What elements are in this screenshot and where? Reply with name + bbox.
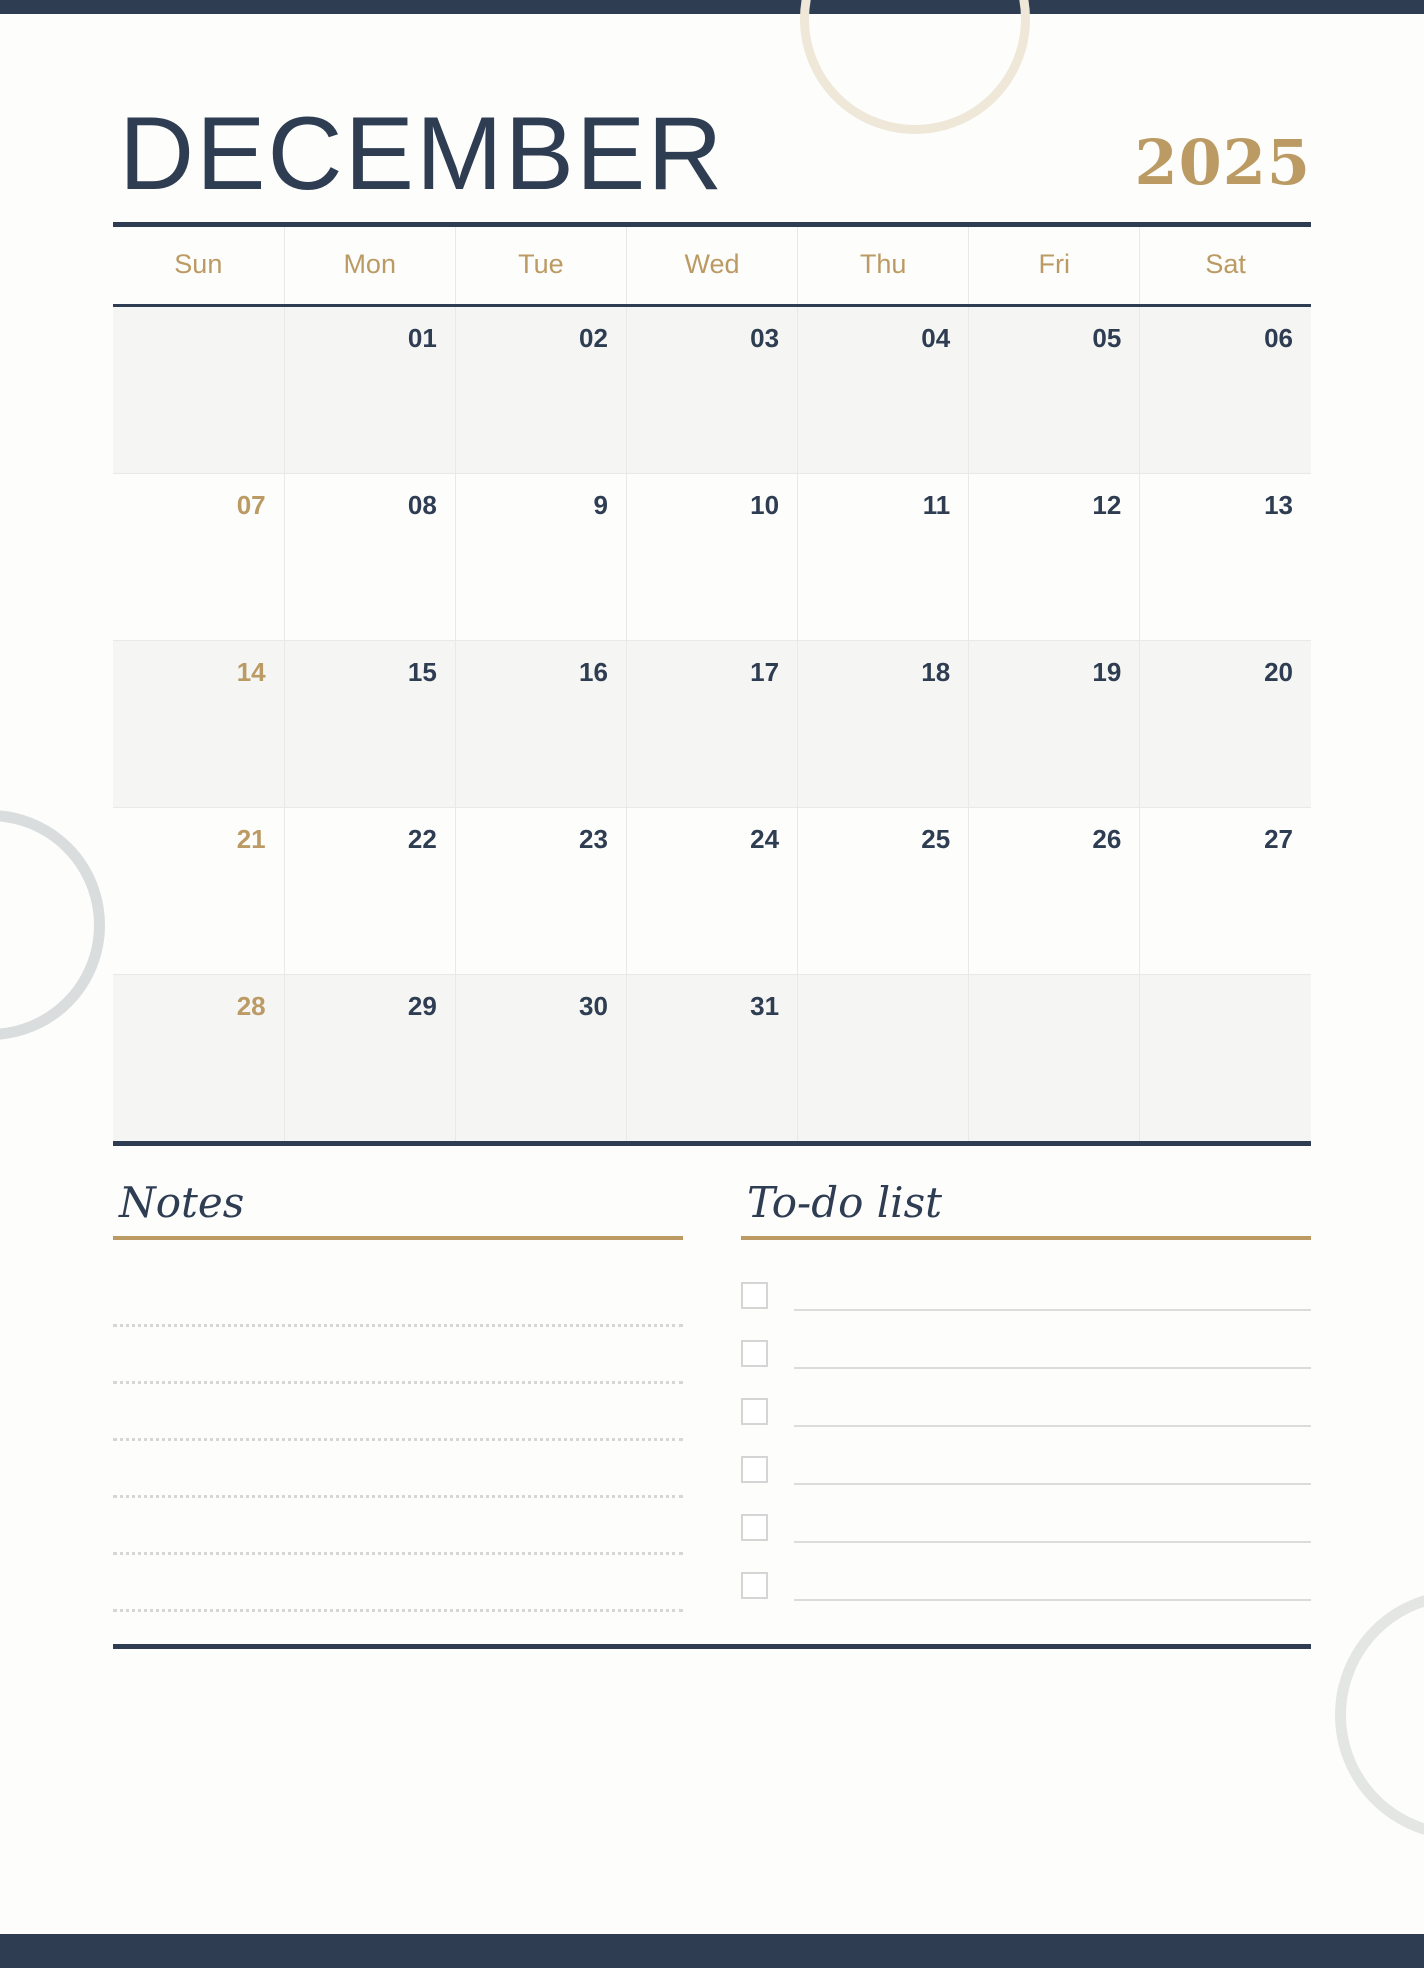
day-cell[interactable] bbox=[798, 975, 969, 1142]
todo-item bbox=[741, 1498, 1311, 1556]
todo-input-line[interactable] bbox=[794, 1569, 1311, 1601]
week-row bbox=[113, 474, 1311, 641]
month-title: DECEMBER bbox=[119, 96, 725, 212]
top-bar bbox=[0, 0, 1424, 14]
weekday-header-row bbox=[113, 227, 1311, 306]
todo-rows bbox=[741, 1266, 1311, 1614]
notes-line[interactable] bbox=[113, 1441, 683, 1498]
todo-item bbox=[741, 1324, 1311, 1382]
checkbox-icon[interactable] bbox=[741, 1282, 768, 1309]
todo-input-line[interactable] bbox=[794, 1279, 1311, 1311]
day-cell[interactable]: 27 bbox=[1140, 808, 1311, 975]
checkbox-icon[interactable] bbox=[741, 1340, 768, 1367]
day-cell[interactable]: 07 bbox=[113, 474, 284, 641]
day-cell[interactable]: 04 bbox=[798, 306, 969, 474]
weekday-wed: Wed bbox=[626, 227, 797, 306]
day-cell[interactable]: 21 bbox=[113, 808, 284, 975]
day-cell[interactable]: 14 bbox=[113, 641, 284, 808]
checkbox-icon[interactable] bbox=[741, 1398, 768, 1425]
weekday-sun: Sun bbox=[113, 227, 284, 306]
page-header bbox=[113, 46, 1311, 212]
week-row bbox=[113, 975, 1311, 1142]
todo-item bbox=[741, 1440, 1311, 1498]
calendar-grid bbox=[113, 222, 1311, 1146]
day-cell[interactable]: 9 bbox=[455, 474, 626, 641]
year-label: 2025 bbox=[1134, 126, 1311, 199]
day-cell[interactable]: 18 bbox=[798, 641, 969, 808]
day-cell[interactable]: 31 bbox=[626, 975, 797, 1142]
day-cell[interactable]: 01 bbox=[284, 306, 455, 474]
notes-line[interactable] bbox=[113, 1270, 683, 1327]
day-cell[interactable]: 11 bbox=[798, 474, 969, 641]
todo-input-line[interactable] bbox=[794, 1453, 1311, 1485]
decorative-circle-left bbox=[0, 810, 105, 1040]
day-cell[interactable] bbox=[1140, 975, 1311, 1142]
todo-input-line[interactable] bbox=[794, 1337, 1311, 1369]
day-cell[interactable]: 19 bbox=[969, 641, 1140, 808]
page-content bbox=[113, 46, 1311, 1649]
checkbox-icon[interactable] bbox=[741, 1514, 768, 1541]
day-cell[interactable]: 15 bbox=[284, 641, 455, 808]
notes-underline bbox=[113, 1236, 683, 1240]
todo-underline bbox=[741, 1236, 1311, 1240]
bottom-section bbox=[113, 1180, 1311, 1614]
footer-rule bbox=[113, 1644, 1311, 1649]
day-cell[interactable]: 28 bbox=[113, 975, 284, 1142]
day-cell[interactable]: 13 bbox=[1140, 474, 1311, 641]
todo-title: To-do list bbox=[747, 1178, 943, 1227]
notes-line[interactable] bbox=[113, 1384, 683, 1441]
day-cell[interactable]: 20 bbox=[1140, 641, 1311, 808]
day-cell[interactable]: 29 bbox=[284, 975, 455, 1142]
notes-line[interactable] bbox=[113, 1555, 683, 1612]
decorative-circle-right bbox=[1335, 1590, 1424, 1840]
day-cell[interactable]: 02 bbox=[455, 306, 626, 474]
notes-lines bbox=[113, 1270, 683, 1612]
day-cell[interactable]: 03 bbox=[626, 306, 797, 474]
day-cell[interactable]: 10 bbox=[626, 474, 797, 641]
checkbox-icon[interactable] bbox=[741, 1456, 768, 1483]
day-cell[interactable]: 25 bbox=[798, 808, 969, 975]
weekday-thu: Thu bbox=[798, 227, 969, 306]
weekday-sat: Sat bbox=[1140, 227, 1311, 306]
day-cell[interactable]: 26 bbox=[969, 808, 1140, 975]
day-cell[interactable]: 12 bbox=[969, 474, 1140, 641]
day-cell[interactable]: 23 bbox=[455, 808, 626, 975]
weekday-fri: Fri bbox=[969, 227, 1140, 306]
day-cell[interactable]: 16 bbox=[455, 641, 626, 808]
week-row bbox=[113, 808, 1311, 975]
notes-panel bbox=[113, 1180, 683, 1614]
todo-panel bbox=[741, 1180, 1311, 1614]
todo-input-line[interactable] bbox=[794, 1395, 1311, 1427]
week-row bbox=[113, 306, 1311, 474]
day-cell[interactable] bbox=[113, 306, 284, 474]
bottom-bar bbox=[0, 1934, 1424, 1968]
todo-item bbox=[741, 1382, 1311, 1440]
day-cell[interactable]: 05 bbox=[969, 306, 1140, 474]
day-cell[interactable]: 06 bbox=[1140, 306, 1311, 474]
weekday-mon: Mon bbox=[284, 227, 455, 306]
day-cell[interactable]: 24 bbox=[626, 808, 797, 975]
day-cell[interactable] bbox=[969, 975, 1140, 1142]
notes-line[interactable] bbox=[113, 1498, 683, 1555]
todo-item bbox=[741, 1266, 1311, 1324]
day-cell[interactable]: 22 bbox=[284, 808, 455, 975]
todo-input-line[interactable] bbox=[794, 1511, 1311, 1543]
week-row bbox=[113, 641, 1311, 808]
notes-line[interactable] bbox=[113, 1327, 683, 1384]
day-cell[interactable]: 17 bbox=[626, 641, 797, 808]
day-cell[interactable]: 08 bbox=[284, 474, 455, 641]
weekday-tue: Tue bbox=[455, 227, 626, 306]
notes-title: Notes bbox=[119, 1178, 245, 1227]
todo-item bbox=[741, 1556, 1311, 1614]
day-cell[interactable]: 30 bbox=[455, 975, 626, 1142]
checkbox-icon[interactable] bbox=[741, 1572, 768, 1599]
